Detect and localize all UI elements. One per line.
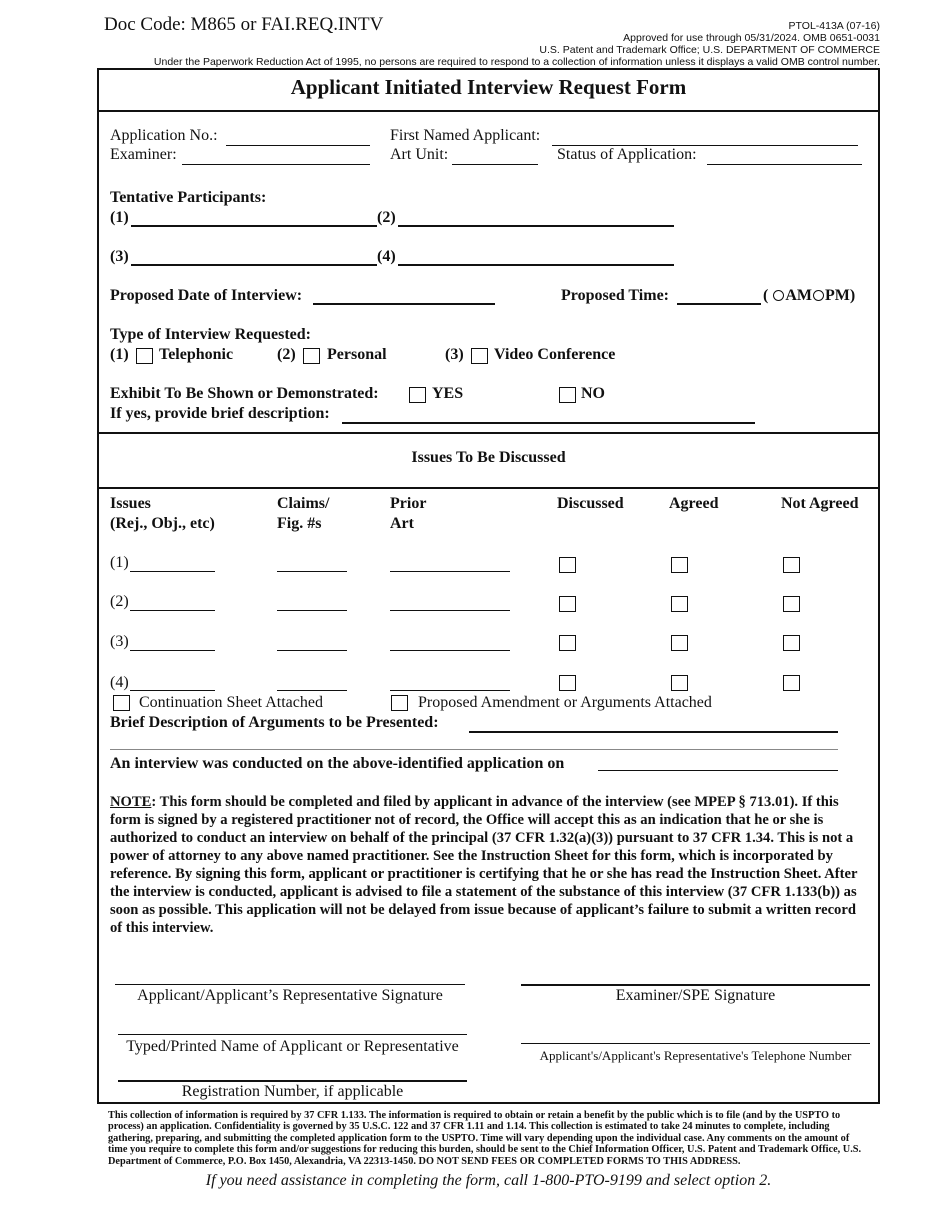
- type-telephonic-label: Telephonic: [159, 346, 234, 363]
- brief-description-field-line-2[interactable]: [110, 749, 838, 750]
- issues-section-title: Issues To Be Discussed: [411, 449, 566, 466]
- note-paragraph: [110, 793, 870, 937]
- issue-row-2-label: (2): [110, 593, 129, 610]
- agency-name: U.S. Patent and Trademark Office; U.S. DEPARTMENT OF COMMERCE: [539, 44, 880, 56]
- telephone-label: Applicant's/Applicant's Representative's Telephone Number: [539, 1048, 852, 1063]
- issue-row-3-label: (3): [110, 633, 129, 650]
- issue-row-1-agreed-checkbox[interactable]: [671, 557, 688, 573]
- omb-approval: Approved for use through 05/31/2024. OMB 0651-0031: [623, 32, 880, 44]
- registration-number-line[interactable]: [118, 1080, 467, 1082]
- pm-label: PM): [824, 287, 856, 304]
- issue-row-1-discussed-checkbox[interactable]: [559, 557, 576, 573]
- proposed-amendment-checkbox[interactable]: [391, 695, 408, 711]
- exhibit-yes-label: YES: [432, 385, 464, 402]
- status-label: Status of Application:: [557, 146, 697, 163]
- issue-row-2-prior-art-field[interactable]: [390, 610, 510, 611]
- exhibit-no-label: NO: [581, 385, 605, 402]
- burden-statement: This collection of information is required by 37 CFR 1.133. The information is required to obtain or retain a benefit by the public which is to file (and by the USPTO to process) an application. Confidentiality is governed by 35 U.S.C. 122 and 37 CFR 1.11 and 1.14. This collection is estimated to take 24 minutes to complete, including gathering, preparing, and submitting the completed application form to the USPTO. Time will vary depending upon the individual case. Any comments on the amount of time you require to complete this form and/or suggestions for reducing this burden, should be sent to the Chief Information Officer, U.S. Patent and Trademark Office, U.S. Department of Commerce, P.O. Box 1450, Alexandria, VA 22313-1450. DO NOT SEND FEES OR COMPLETED FORMS TO THIS ADDRESS.: [108, 1110, 862, 1167]
- proposed-time-field[interactable]: [677, 303, 761, 305]
- col-issues-subheader: (Rej., Obj., etc): [110, 515, 215, 532]
- brief-description-label: Brief Description of Arguments to be Presented:: [110, 714, 439, 731]
- participant-3-label: (3): [110, 248, 129, 265]
- col-claims-header: Claims/: [277, 495, 330, 512]
- issue-row-4-not-agreed-checkbox[interactable]: [783, 675, 800, 691]
- issue-row-2-issue-field[interactable]: [130, 610, 215, 611]
- telephonic-checkbox[interactable]: [136, 348, 153, 364]
- issue-row-2-agreed-checkbox[interactable]: [671, 596, 688, 612]
- issues-header-divider: [97, 487, 880, 489]
- continuation-sheet-label: Continuation Sheet Attached: [139, 694, 323, 711]
- personal-checkbox[interactable]: [303, 348, 320, 364]
- participant-4-label: (4): [377, 248, 396, 265]
- type-video-label: Video Conference: [494, 346, 616, 363]
- examiner-signature-label: Examiner/SPE Signature: [615, 987, 776, 1004]
- art-unit-label: Art Unit:: [390, 146, 449, 163]
- tentative-participants-label: Tentative Participants:: [110, 189, 267, 206]
- issue-row-1-prior-art-field[interactable]: [390, 571, 510, 572]
- col-not-agreed-header: Not Agreed: [781, 495, 859, 512]
- issue-row-3-not-agreed-checkbox[interactable]: [783, 635, 800, 651]
- am-radio[interactable]: [773, 290, 784, 301]
- video-conference-checkbox[interactable]: [471, 348, 488, 364]
- issue-row-3-discussed-checkbox[interactable]: [559, 635, 576, 651]
- issue-row-4-agreed-checkbox[interactable]: [671, 675, 688, 691]
- issue-row-4-prior-art-field[interactable]: [390, 690, 510, 691]
- typed-name-label: Typed/Printed Name of Applicant or Representative: [126, 1038, 459, 1055]
- interview-conducted-date-field[interactable]: [598, 770, 838, 771]
- issue-row-3-prior-art-field[interactable]: [390, 650, 510, 651]
- col-discussed-header: Discussed: [557, 495, 624, 512]
- time-open-paren: (: [763, 287, 769, 304]
- applicant-signature-line[interactable]: [115, 984, 465, 985]
- brief-description-field-line-1[interactable]: [469, 731, 838, 733]
- issue-row-4-claims-field[interactable]: [277, 690, 347, 691]
- telephone-line[interactable]: [521, 1043, 870, 1044]
- form-frame: [97, 68, 880, 1104]
- proposed-date-field[interactable]: [313, 303, 495, 305]
- exhibit-description-label: If yes, provide brief description:: [110, 405, 330, 422]
- type-personal-label: Personal: [327, 346, 387, 363]
- issue-row-3-agreed-checkbox[interactable]: [671, 635, 688, 651]
- note-text: : This form should be completed and filed by applicant in advance of the interview (see MPEP § 713.01). If this form is signed by a registered practitioner not of record, the Office will accept this as an indication that he or she is authorized to conduct an interview on behalf of the principal (37 CFR 1.32(a)(3)) pursuant to 37 CFR 1.34. This is not a power of attorney to any above named practitioner. See the Instruction Sheet for this form, which is incorporated by reference. By signing this form, applicant or practitioner is certifying that he or she has read the Instruction Sheet. After the interview is conducted, applicant is advised to file a statement of the substance of this interview (37 CFR 1.133(b)) as soon as possible. This application will not be delayed from issue because of applicant’s failure to submit a written record of this interview.: [110, 794, 858, 936]
- status-field[interactable]: [707, 164, 862, 165]
- issue-row-2-not-agreed-checkbox[interactable]: [783, 596, 800, 612]
- issue-row-1-label: (1): [110, 554, 129, 571]
- form-number: PTOL-413A (07-16): [788, 20, 880, 32]
- issue-row-1-not-agreed-checkbox[interactable]: [783, 557, 800, 573]
- interview-type-label: Type of Interview Requested:: [110, 326, 312, 343]
- title-divider: [97, 110, 880, 112]
- col-issues-header: Issues: [110, 495, 151, 512]
- issue-row-2-claims-field[interactable]: [277, 610, 347, 611]
- continuation-sheet-checkbox[interactable]: [113, 695, 130, 711]
- typed-name-line[interactable]: [118, 1034, 467, 1035]
- issue-row-4-issue-field[interactable]: [130, 690, 215, 691]
- issue-row-4-label: (4): [110, 674, 129, 691]
- exhibit-no-checkbox[interactable]: [559, 387, 576, 403]
- type-personal-num: (2): [277, 346, 296, 363]
- doc-code: Doc Code: M865 or FAI.REQ.INTV: [104, 14, 384, 35]
- art-unit-field[interactable]: [452, 164, 538, 165]
- participant-1-label: (1): [110, 209, 129, 226]
- issue-row-3-issue-field[interactable]: [130, 650, 215, 651]
- first-named-applicant-label: First Named Applicant:: [390, 127, 541, 144]
- exhibit-description-field[interactable]: [342, 422, 755, 424]
- am-label: AM: [785, 287, 812, 304]
- application-no-field[interactable]: [226, 145, 370, 146]
- form-title: Applicant Initiated Interview Request Form: [290, 75, 687, 99]
- paperwork-notice: Under the Paperwork Reduction Act of 1995, no persons are required to respond to a collection of information unless it displays a valid OMB control number.: [153, 56, 880, 68]
- participant-2-field[interactable]: [398, 225, 674, 227]
- participant-2-label: (2): [377, 209, 396, 226]
- exhibit-label: Exhibit To Be Shown or Demonstrated:: [110, 385, 379, 402]
- issue-row-3-claims-field[interactable]: [277, 650, 347, 651]
- interview-conducted-label: An interview was conducted on the above-identified application on: [110, 755, 565, 772]
- participant-3-field[interactable]: [131, 264, 377, 266]
- issues-top-divider: [97, 432, 880, 434]
- note-prefix: NOTE: [110, 794, 152, 810]
- exhibit-yes-checkbox[interactable]: [409, 387, 426, 403]
- col-prior-art-header: Prior: [390, 495, 427, 512]
- participant-4-field[interactable]: [398, 264, 674, 266]
- pm-radio[interactable]: [813, 290, 824, 301]
- examiner-field[interactable]: [182, 164, 370, 165]
- issue-row-1-claims-field[interactable]: [277, 571, 347, 572]
- issue-row-1-issue-field[interactable]: [130, 571, 215, 572]
- examiner-label: Examiner:: [110, 146, 177, 163]
- type-video-num: (3): [445, 346, 464, 363]
- issue-row-2-discussed-checkbox[interactable]: [559, 596, 576, 612]
- proposed-time-label: Proposed Time:: [561, 287, 670, 304]
- proposed-amendment-label: Proposed Amendment or Arguments Attached: [418, 694, 712, 711]
- application-no-label: Application No.:: [110, 127, 218, 144]
- participant-1-field[interactable]: [131, 225, 377, 227]
- col-prior-art-subheader: Art: [390, 515, 414, 532]
- col-agreed-header: Agreed: [669, 495, 719, 512]
- type-telephonic-num: (1): [110, 346, 129, 363]
- registration-number-label: Registration Number, if applicable: [181, 1083, 404, 1100]
- assistance-line: If you need assistance in completing the form, call 1-800-PTO-9199 and select option 2.: [205, 1172, 772, 1189]
- col-claims-subheader: Fig. #s: [277, 515, 322, 532]
- issue-row-4-discussed-checkbox[interactable]: [559, 675, 576, 691]
- time-ampm-group: [763, 287, 855, 305]
- applicant-signature-label: Applicant/Applicant’s Representative Signature: [137, 987, 443, 1004]
- proposed-date-label: Proposed Date of Interview:: [110, 287, 303, 304]
- examiner-signature-line[interactable]: [521, 984, 870, 986]
